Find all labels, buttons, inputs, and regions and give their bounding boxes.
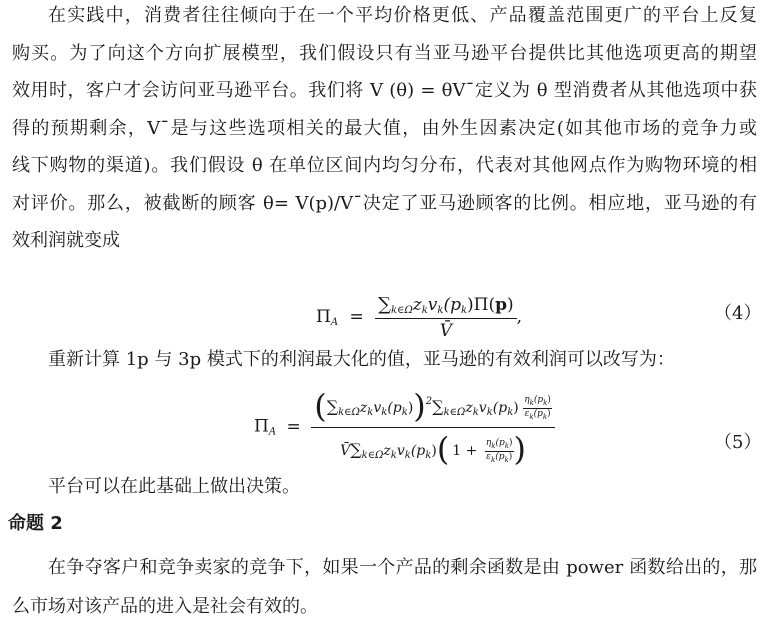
- eq5-den-vbar: V̄: [340, 443, 351, 459]
- eq4-lhs-sub: A: [330, 317, 339, 328]
- paragraph-2: 重新计算 1p 与 3p 模式下的利润最大化的值，亚马逊的有效利润可以改写为：: [48, 349, 675, 370]
- eq4-z-sub: k: [421, 305, 428, 316]
- eq4-close: ): [507, 295, 514, 315]
- eq5-den-z: z: [383, 443, 391, 459]
- eq4-denominator: V̄: [439, 321, 453, 341]
- eq5-num-eta: [523, 395, 552, 409]
- eq5-num-v1-sub: k: [381, 407, 388, 418]
- eq5-denominator: [311, 428, 555, 468]
- eq5-den-paren-open: (: [436, 430, 450, 468]
- eq5-num-close: ): [413, 387, 426, 425]
- eq5-num-eta-arg-close: ): [547, 394, 551, 405]
- eq4-comma: ,: [516, 307, 523, 327]
- eq5-num-eps-arg-close: ): [547, 408, 551, 419]
- eq5-den-eta-sym: η: [485, 437, 492, 448]
- equation-4-number: （4）: [714, 303, 762, 324]
- paragraph-1-line-2: 购买。为了向这个方向扩展模型，我们假设只有当亚马逊平台提供比其他选项更高的期望: [12, 43, 757, 64]
- eq5-num-arg2: (p: [492, 400, 508, 416]
- eq5-num-eps-arg-sub: k: [542, 412, 548, 421]
- eq5-num-arg1: (p: [387, 400, 402, 416]
- eq5-num-eta-arg: (p: [533, 394, 544, 405]
- eq4-z: z: [412, 295, 422, 315]
- eq5-num-open: (: [314, 387, 327, 425]
- eq5-den-paren-close: ): [513, 430, 527, 468]
- eq5-den-arg-close: ): [431, 443, 437, 459]
- eq5-num-z1: z: [359, 400, 368, 416]
- proposition-heading: 命题 2: [8, 513, 63, 534]
- paragraph-1-line-4: 得的预期剩余，V¯是与这些选项相关的最大值，由外生因素决定(如其他市场的竞争力或: [12, 118, 757, 139]
- proposition-line-1: 在争夺客户和竞争卖家的竞争下，如果一个产品的剩余函数是由 power 函数给出的，那: [48, 557, 757, 578]
- eq4-fraction: [375, 294, 517, 341]
- paragraph-1-line-3: 效用时，客户才会访问亚马逊平台。我们将 V (θ) = θV¯定义为 θ 型消费者从其他选项中获: [12, 80, 757, 101]
- eq5-equals: =: [286, 416, 301, 437]
- paragraph-1-line-6: 对评价。那么，被截断的顾客 θ= V(p)/V¯决定了亚马逊顾客的比例。相应地，亚马逊的有: [12, 193, 757, 214]
- eq5-num-eps-sym: ε: [524, 408, 530, 419]
- eq5-den-eps-arg: (p: [495, 451, 505, 462]
- eq5-num-sum1: ∑: [326, 397, 339, 416]
- eq5-den-z-sub: k: [390, 450, 397, 461]
- proposition-line-2: 么市场对该产品的进入是社会有效的。: [12, 596, 318, 617]
- eq5-numerator: [311, 387, 555, 428]
- eq5-num-z1-sub: k: [367, 407, 374, 418]
- eq5-num-sum1-sub: k∈Ω: [338, 407, 360, 418]
- eq5-num-arg1-sub: k: [401, 407, 408, 418]
- eq5-num-sum2-sub: k∈Ω: [443, 407, 466, 418]
- eq4-equals: =: [349, 307, 364, 327]
- eq5-num-arg2-close: ): [513, 400, 519, 416]
- eq4-arg-sub: k: [460, 305, 468, 316]
- eq5-den-arg: (p: [410, 443, 426, 459]
- eq5-den-one-plus: 1 +: [452, 443, 478, 459]
- eq4-sum-sub: k∈Ω: [390, 305, 413, 316]
- eq5-den-sum: ∑: [350, 440, 362, 459]
- eq5-num-z2-sub: k: [472, 407, 479, 418]
- eq5-den-eps: [485, 452, 514, 465]
- eq5-num-v2-sub: k: [486, 407, 493, 418]
- eq5-den-sum-sub: k∈Ω: [361, 450, 384, 461]
- equation-4: [316, 294, 522, 341]
- eq5-num-v2: v: [478, 400, 487, 416]
- eq5-num-eps-sub: k: [529, 412, 534, 421]
- eq5-num-z2: z: [465, 400, 473, 416]
- eq5-lhs: Π: [254, 416, 269, 437]
- eq5-den-eta-sub: k: [491, 441, 496, 450]
- eq5-den-arg-sub: k: [425, 450, 432, 461]
- eq5-den-eps-arg-close: ): [508, 451, 513, 462]
- eq5-den-v-sub: k: [404, 450, 411, 461]
- eq5-den-eta-arg-close: ): [509, 437, 513, 448]
- eq4-numerator: [375, 294, 517, 319]
- paragraph-1-line-1: 在实践中，消费者往往倾向于在一个平均价格更低、产品覆盖范围更广的平台上反复: [48, 5, 757, 26]
- eq5-den-eps-sub: k: [490, 455, 496, 464]
- eq5-den-eta-eps: [485, 438, 514, 465]
- paragraph-1-line-5: 线下购物的渠道)。我们假设 θ 在单位区间内均匀分布，代表对其他网点作为购物环境的相: [12, 155, 757, 176]
- eq5-den-eta-arg-sub: k: [504, 441, 510, 450]
- eq4-arg: (p: [443, 295, 461, 315]
- eq4-v: v: [427, 295, 438, 315]
- eq4-sum: ∑: [378, 294, 391, 315]
- eq5-den-eps-arg-sub: k: [504, 455, 509, 464]
- eq5-num-eps: [523, 409, 552, 422]
- eq5-num-arg2-sub: k: [507, 407, 514, 418]
- eq5-num-sup: 2: [425, 396, 433, 407]
- eq5-den-v: v: [396, 443, 405, 459]
- equation-5: [254, 387, 555, 468]
- eq5-num-eta-eps: [523, 395, 552, 422]
- paragraph-1-line-7: 效利润就变成: [12, 230, 120, 251]
- eq5-num-eta-sub: k: [529, 398, 534, 407]
- eq5-fraction: [311, 387, 555, 468]
- eq4-arg-close: ): [467, 295, 474, 315]
- equation-5-number: （5）: [714, 432, 762, 453]
- eq5-num-eps-arg: (p: [533, 408, 543, 419]
- eq5-den-eta-arg: (p: [495, 437, 505, 448]
- eq5-num-sum2: ∑: [432, 397, 444, 416]
- paragraph-3: 平台可以在此基础上做出决策。: [48, 476, 300, 497]
- eq4-v-sub: k: [437, 305, 444, 316]
- eq5-num-eta-sym: η: [524, 394, 530, 405]
- eq5-lhs-sub: A: [268, 426, 277, 438]
- eq4-p-bold: p: [495, 295, 508, 315]
- eq5-num-v1: v: [373, 400, 382, 416]
- eq5-den-eps-sym: ε: [486, 451, 491, 462]
- eq4-pi: Π(: [473, 295, 496, 315]
- eq4-lhs: Π: [316, 307, 331, 327]
- eq5-den-eta: [485, 438, 514, 452]
- eq5-num-eta-arg-sub: k: [543, 398, 548, 407]
- eq5-num-arg1-close: ): [407, 400, 414, 416]
